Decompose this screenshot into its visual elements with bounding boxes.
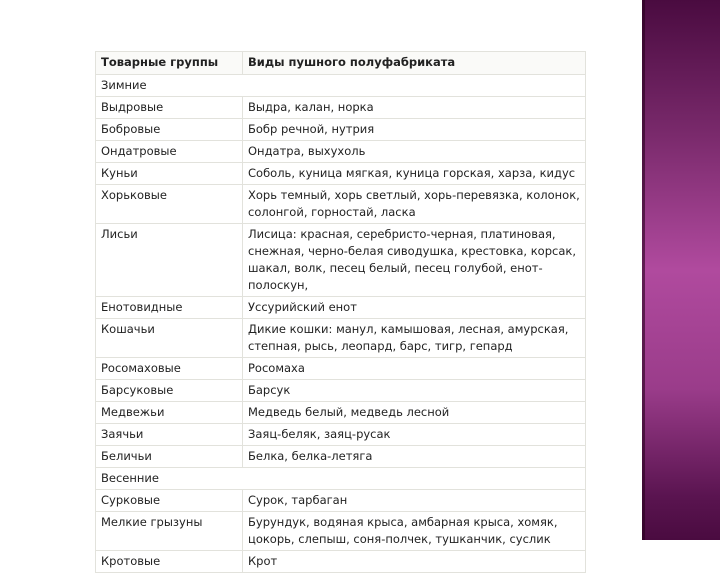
kinds-cell: Лисица: красная, серебристо-черная, платиновая, снежная, черно-белая сиводушка, крестовка, корсак, шакал, волк, песец белый, песец голубой, енот-полоскун,: [243, 224, 586, 297]
group-cell: Куньи: [96, 163, 243, 185]
table-row: [96, 119, 586, 141]
table-row: [96, 297, 586, 319]
table-row: [96, 424, 586, 446]
table-row: [96, 224, 586, 297]
kinds-cell: Медведь белый, медведь лесной: [243, 402, 586, 424]
section-label: Весенние: [96, 468, 586, 490]
group-cell: Лисьи: [96, 224, 243, 297]
section-row: [96, 468, 586, 490]
table-row: [96, 141, 586, 163]
group-cell: Заячьи: [96, 424, 243, 446]
kinds-cell: Выдра, калан, норка: [243, 97, 586, 119]
table-row: [96, 402, 586, 424]
group-cell: Выдровые: [96, 97, 243, 119]
table-row: [96, 446, 586, 468]
table-row: [96, 358, 586, 380]
table-row: [96, 512, 586, 551]
group-cell: Бобровые: [96, 119, 243, 141]
table-row: [96, 185, 586, 224]
group-cell: Медвежьи: [96, 402, 243, 424]
group-cell: Кошачьи: [96, 319, 243, 358]
kinds-cell: Соболь, куница мягкая, куница горская, харза, кидус: [243, 163, 586, 185]
kinds-cell: Уссурийский енот: [243, 297, 586, 319]
group-cell: Ондатровые: [96, 141, 243, 163]
kinds-cell: Бобр речной, нутрия: [243, 119, 586, 141]
table-row: [96, 490, 586, 512]
header-groups: Товарные группы: [96, 52, 243, 75]
kinds-cell: Бурундук, водяная крыса, амбарная крыса, хомяк, цокорь, слепыш, соня-полчек, тушканчик, суслик: [243, 512, 586, 551]
kinds-cell: Барсук: [243, 380, 586, 402]
group-cell: Росомаховые: [96, 358, 243, 380]
table-row: [96, 319, 586, 358]
kinds-cell: Ондатра, выхухоль: [243, 141, 586, 163]
table-row: [96, 380, 586, 402]
fur-groups-table: [95, 51, 586, 573]
decorative-purple-band: [642, 0, 720, 540]
kinds-cell: Белка, белка-летяга: [243, 446, 586, 468]
table-header-row: [96, 52, 586, 75]
kinds-cell: Росомаха: [243, 358, 586, 380]
group-cell: Барсуковые: [96, 380, 243, 402]
kinds-cell: Заяц-беляк, заяц-русак: [243, 424, 586, 446]
section-label: Зимние: [96, 75, 586, 97]
kinds-cell: Хорь темный, хорь светлый, хорь-перевязка, колонок, солонгой, горностай, ласка: [243, 185, 586, 224]
header-kinds: Виды пушного полуфабриката: [243, 52, 586, 75]
section-row: [96, 75, 586, 97]
kinds-cell: Дикие кошки: манул, камышовая, лесная, амурская, степная, рысь, леопард, барс, тигр, гепард: [243, 319, 586, 358]
group-cell: Мелкие грызуны: [96, 512, 243, 551]
group-cell: Сурковые: [96, 490, 243, 512]
kinds-cell: Крот: [243, 551, 586, 573]
group-cell: Енотовидные: [96, 297, 243, 319]
group-cell: Кротовые: [96, 551, 243, 573]
kinds-cell: Сурок, тарбаган: [243, 490, 586, 512]
table-row: [96, 551, 586, 573]
table-row: [96, 163, 586, 185]
group-cell: Хорьковые: [96, 185, 243, 224]
table-row: [96, 97, 586, 119]
group-cell: Беличьи: [96, 446, 243, 468]
